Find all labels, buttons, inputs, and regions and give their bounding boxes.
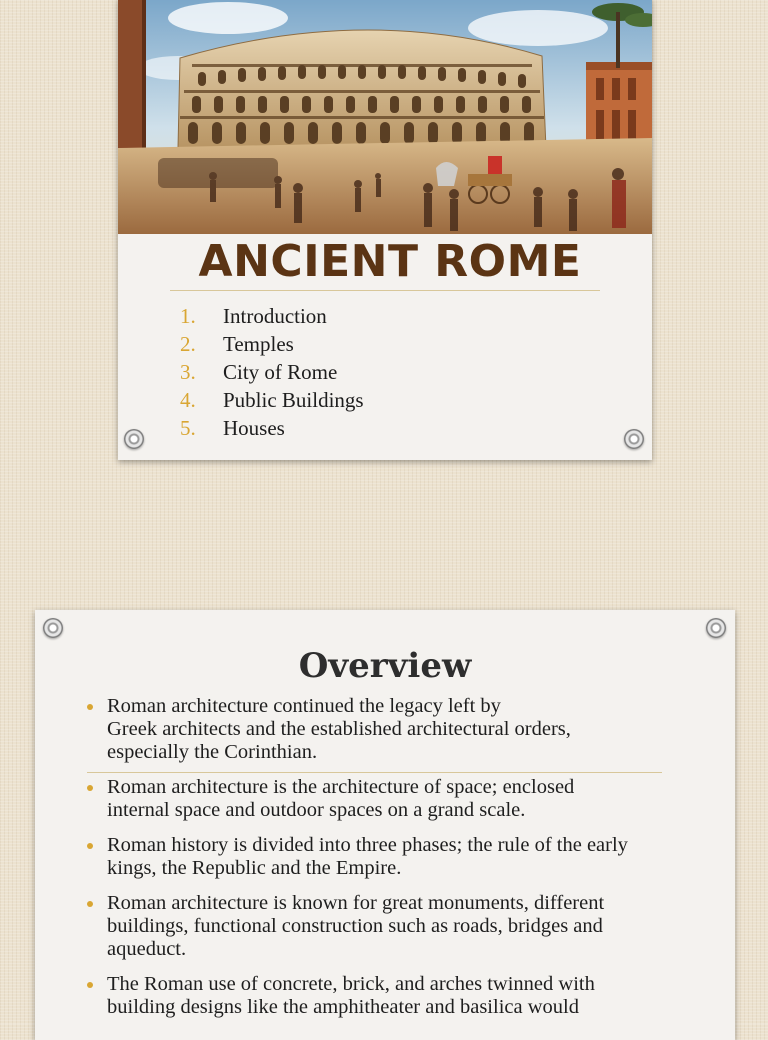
toc-label: City of Rome [223,360,338,384]
rivet-icon [706,618,726,638]
rivet-icon [624,429,644,449]
bullet-line: kings, the Republic and the Empire. [107,857,402,879]
toc-item [180,386,364,414]
bullet-line: aqueduct. [107,938,187,960]
toc-item [180,330,364,358]
bullet-line: especially the Corinthian. [107,741,318,763]
bullet-line: The Roman use of concrete, brick, and arches twinned with [107,973,595,995]
bullet-item [107,776,707,822]
title-slide [118,0,652,460]
bullet-line: Greek architects and the established architectural orders, [107,718,571,740]
bullet-list [107,695,707,1019]
toc-label: Public Buildings [223,388,364,412]
toc-number: 3. [180,360,196,384]
bullet-line: internal space and outdoor spaces on a grand scale. [107,799,526,821]
toc-number: 2. [180,332,196,356]
bullet-line: Roman architecture is known for great monuments, different [107,892,605,914]
bullet-line: Roman architecture continued the legacy left by [107,695,501,717]
slide-title: ANCIENT ROME [198,236,582,287]
overview-slide [35,610,735,1040]
bullet-line: Roman architecture is the architecture of space; enclosed [107,776,575,798]
toc-number: 4. [180,388,196,412]
rivet-icon [43,618,63,638]
toc-label: Introduction [223,304,327,328]
rivet-icon [124,429,144,449]
toc-label: Houses [223,416,285,440]
toc-label: Temples [223,332,294,356]
toc-number: 1. [180,304,196,328]
bullet-line: building designs like the amphitheater and basilica would [107,996,579,1018]
colosseum-illustration [118,0,652,234]
bullet-item [107,695,707,764]
title-divider [170,290,600,291]
bullet-line: buildings, functional construction such as roads, bridges and [107,915,603,937]
bullet-line: Roman history is divided into three phases; the rule of the early [107,834,628,856]
bullet-item [107,892,707,961]
slide-title: Overview [298,646,472,686]
toc-item [180,302,364,330]
bullet-item [107,973,707,1019]
toc-item [180,414,364,442]
bullet-item [107,834,707,880]
toc-item [180,358,364,386]
toc-number: 5. [180,416,196,440]
table-of-contents [180,302,364,442]
